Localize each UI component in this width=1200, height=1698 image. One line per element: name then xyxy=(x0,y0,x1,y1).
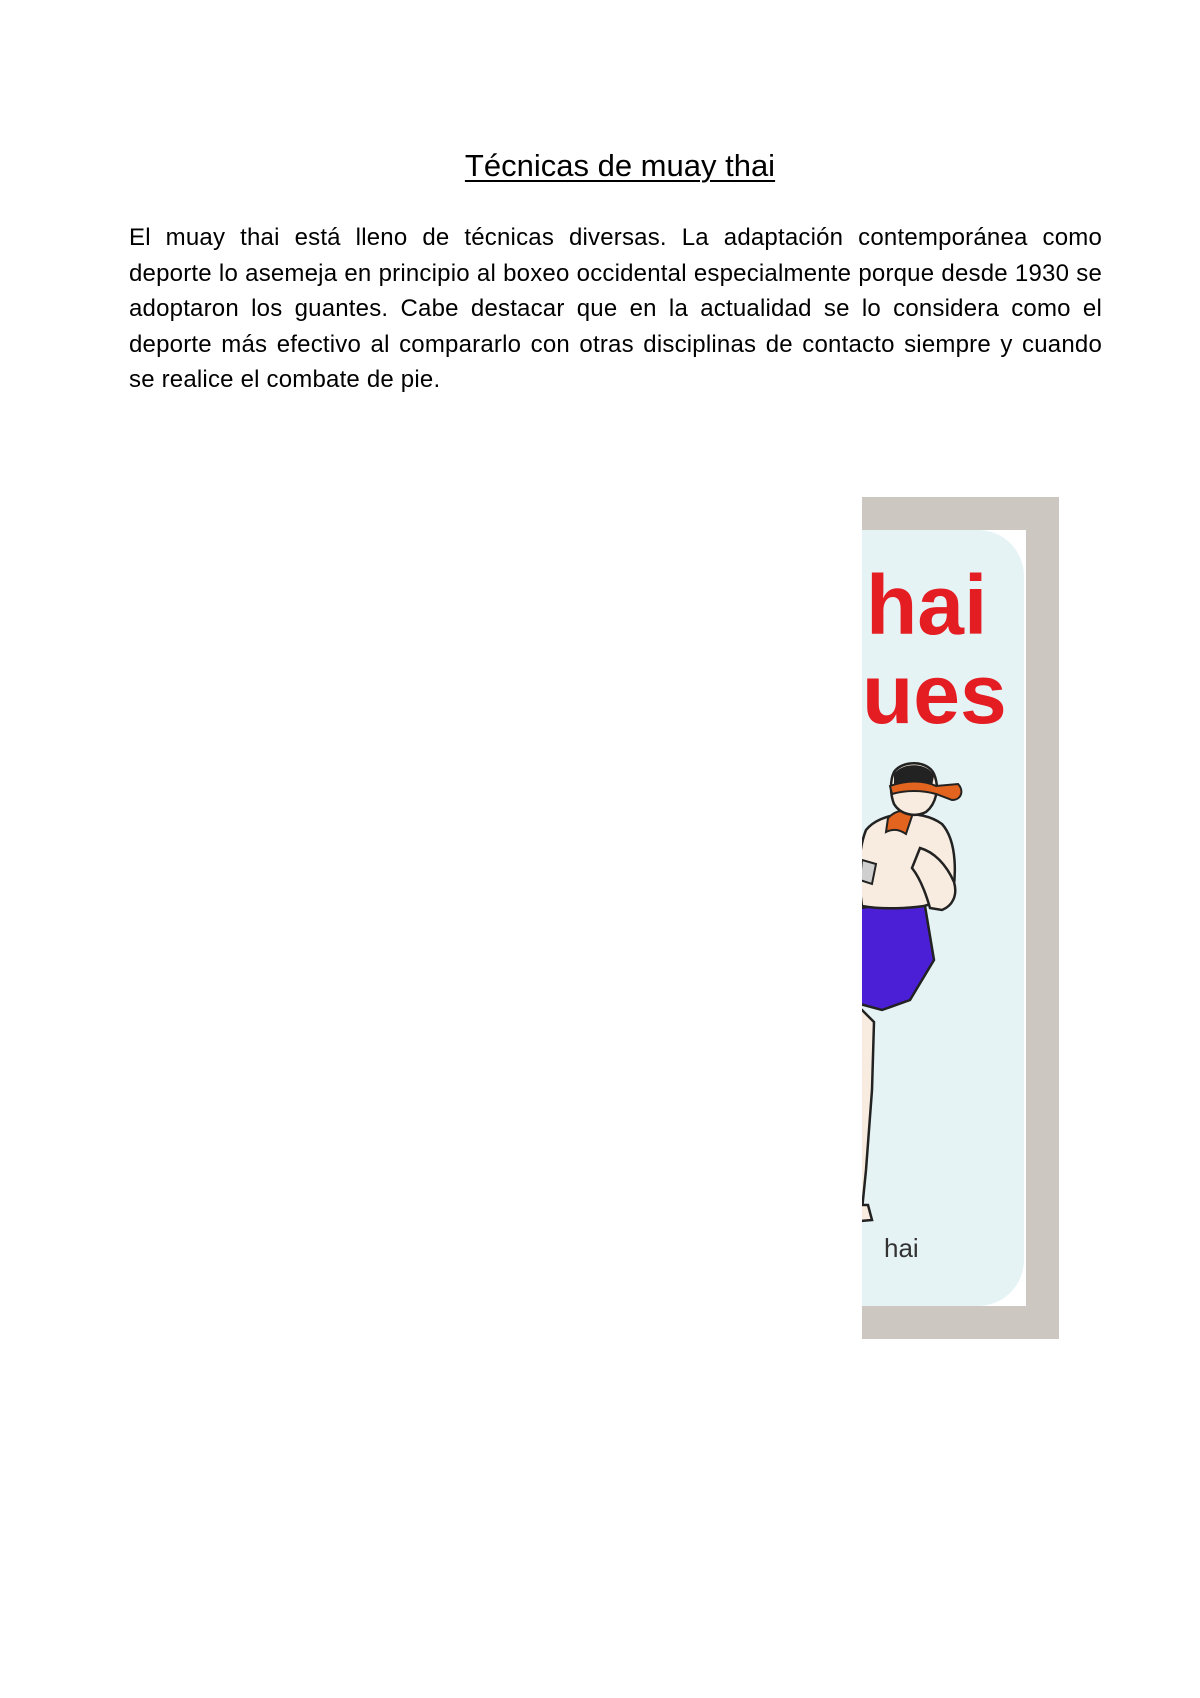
body-paragraph: El muay thai está lleno de técnicas diversas. La adaptación contemporánea como deporte lo asemeja en principio al boxeo occidental especialmente porque desde 1930 se adoptaron los guantes. Cabe destacar que en la actualidad se lo considera como el deporte más efectivo al compararlo con otras disciplinas de contacto siempre y cuando se realice el combate de pie. xyxy=(129,224,1102,393)
image-heading-line-2: ues xyxy=(862,647,1007,741)
image-caption: hai xyxy=(884,1233,919,1263)
image-heading-line-1: hai xyxy=(866,558,988,652)
muay-thai-image xyxy=(862,530,1026,1306)
page-title xyxy=(0,146,1200,186)
kicking-fighter-illustration xyxy=(862,760,1024,1230)
page-title-text: Técnicas de muay thai xyxy=(464,148,776,183)
image-panel xyxy=(862,530,1024,1306)
muay-thai-image-frame xyxy=(862,497,1059,1339)
